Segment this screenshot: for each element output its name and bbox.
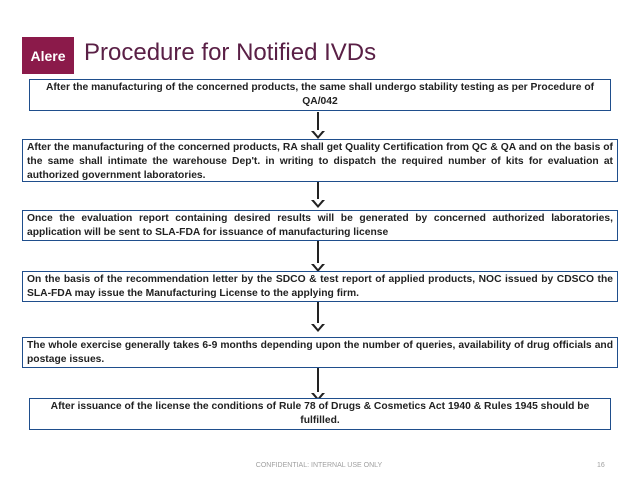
step-2-box: After the manufacturing of the concerned products, RA shall get Quality Certification from QC & QA and on the basis of the same shall intimate the warehouse Dep't. in writing to dispatch the required number of kits for evaluation at authorized government laboratories. bbox=[22, 139, 618, 182]
slide-title: Procedure for Notified IVDs bbox=[84, 39, 377, 66]
svg-text:Alere: Alere bbox=[30, 48, 66, 64]
step-1-box: After the manufacturing of the concerned products, the same shall undergo stability testing as per Procedure of QA/042 bbox=[29, 79, 611, 111]
arrow-4-head bbox=[311, 324, 325, 332]
page-number: 16 bbox=[597, 462, 605, 469]
step-5-box: The whole exercise generally takes 6-9 months depending upon the number of queries, availability of drug officials and postage issues. bbox=[22, 337, 618, 368]
arrow-1-head bbox=[311, 131, 325, 139]
confidential-footer: CONFIDENTIAL: INTERNAL USE ONLY bbox=[255, 462, 383, 469]
arrow-2-head bbox=[311, 200, 325, 208]
step-4-box: On the basis of the recommendation letter by the SDCO & test report of applied products, NOC issued by CDSCO the SLA-FDA may issue the Manufacturing License to the applying firm. bbox=[22, 271, 618, 302]
step-6-box: After issuance of the license the conditions of Rule 78 of Drugs & Cosmetics Act 1940 & Rules 1945 should be fulfilled. bbox=[29, 398, 611, 430]
step-3-box: Once the evaluation report containing desired results will be generated by concerned authorized laboratories, application will be sent to SLA-FDA for issuance of manufacturing license bbox=[22, 210, 618, 241]
alere-logo bbox=[22, 37, 74, 74]
